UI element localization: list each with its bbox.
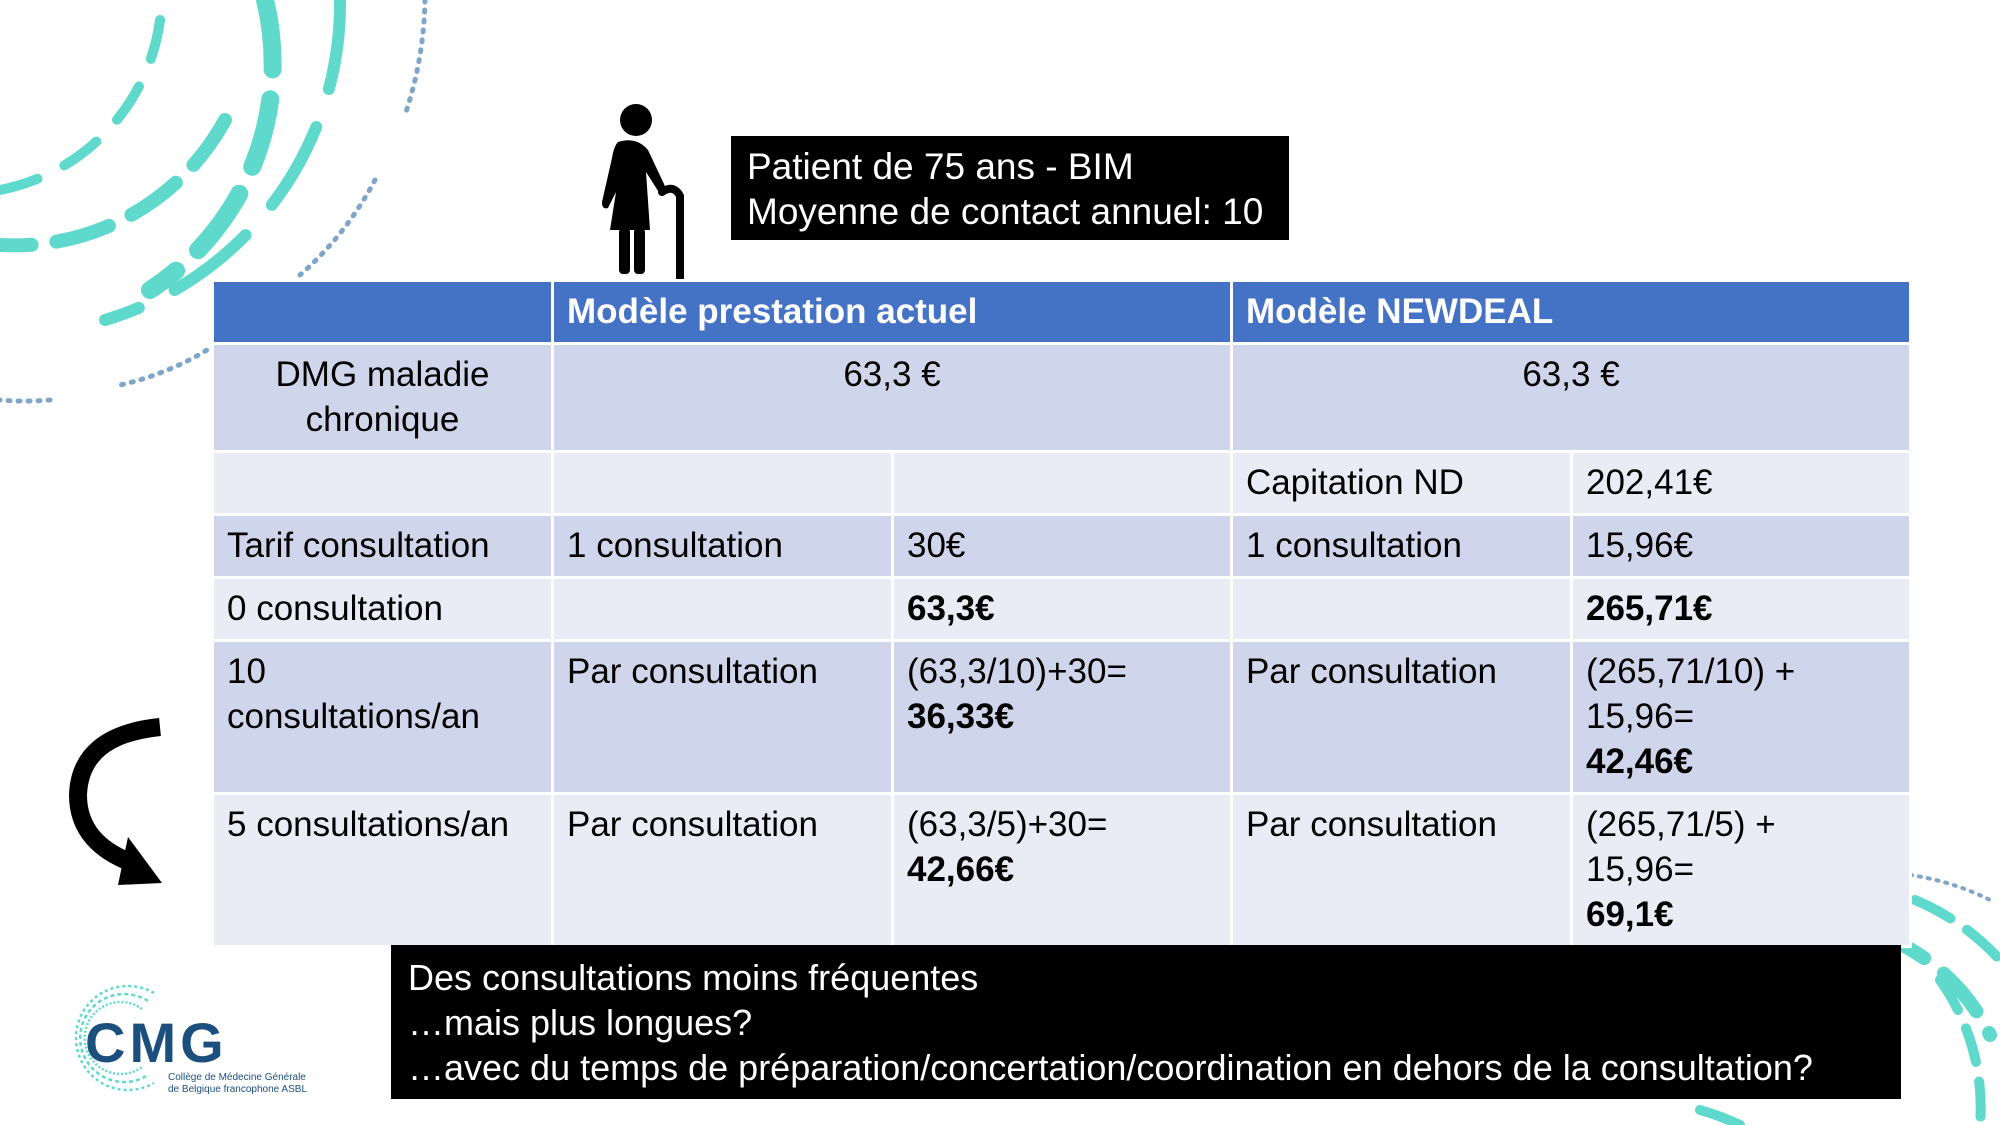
five-newdeal-unit: Par consultation <box>1232 794 1572 947</box>
tarif-newdeal-unit: 1 consultation <box>1232 515 1572 578</box>
tarif-actuel-value: 30€ <box>893 515 1232 578</box>
ten-newdeal-formula-1: (265,71/10) + <box>1586 652 1796 691</box>
five-actuel-unit: Par consultation <box>553 794 893 947</box>
five-newdeal-formula-2: 15,96= <box>1586 850 1695 889</box>
zero-actuel-bold: 63,3€ <box>907 589 995 628</box>
row-label-five: 5 consultations/an <box>213 794 553 947</box>
ten-actuel-result: 36,33€ <box>907 697 1015 736</box>
table-row-dmg <box>213 344 1911 452</box>
table-row-zero <box>213 578 1911 641</box>
capitation-empty-1 <box>213 452 553 515</box>
logo-subtitle <box>168 1072 307 1096</box>
table-row-capitation <box>213 452 1911 515</box>
patient-elderly-icon <box>572 100 692 280</box>
five-newdeal-formula-1: (265,71/5) + <box>1586 805 1776 844</box>
table-header-row <box>213 281 1911 344</box>
five-actuel-formula: (63,3/5)+30= <box>907 805 1108 844</box>
row-label-ten-line-1: 10 <box>227 652 266 691</box>
zero-newdeal-empty <box>1232 578 1572 641</box>
patient-info-line-1: Patient de 75 ans - BIM <box>747 146 1134 187</box>
logo-subtitle-1: Collège de Médecine Générale <box>168 1072 306 1083</box>
dmg-actuel-value: 63,3 € <box>553 344 1232 452</box>
row-label-zero: 0 consultation <box>213 578 553 641</box>
table-row-ten <box>213 641 1911 794</box>
capitation-empty-3 <box>893 452 1232 515</box>
zero-actuel-empty <box>553 578 893 641</box>
conclusion-line-3: …avec du temps de préparation/concertation/coordination en dehors de la consultation? <box>408 1047 1813 1088</box>
five-actuel-result: 42,66€ <box>907 850 1015 889</box>
conclusion-box <box>391 945 1901 1099</box>
ten-newdeal-result: 42,46€ <box>1586 742 1694 781</box>
comparison-table <box>211 279 1912 948</box>
capitation-empty-2 <box>553 452 893 515</box>
ten-actuel-formula: (63,3/10)+30= <box>907 652 1127 691</box>
logo-name: CMG <box>85 1011 228 1074</box>
table-row-five <box>213 794 1911 947</box>
patient-info-box <box>731 136 1289 240</box>
curved-arrow-icon <box>60 715 170 890</box>
table-row-tarif <box>213 515 1911 578</box>
header-modele-newdeal: Modèle NEWDEAL <box>1232 281 1911 344</box>
dmg-newdeal-value: 63,3 € <box>1232 344 1911 452</box>
zero-actuel-value <box>893 578 1232 641</box>
row-label-ten-line-2: consultations/an <box>227 697 480 736</box>
ten-actuel-calc <box>893 641 1232 794</box>
ten-newdeal-unit: Par consultation <box>1232 641 1572 794</box>
tarif-actuel-unit: 1 consultation <box>553 515 893 578</box>
capitation-label: Capitation ND <box>1232 452 1572 515</box>
header-modele-actuel: Modèle prestation actuel <box>553 281 1232 344</box>
five-newdeal-calc <box>1572 794 1911 947</box>
patient-info-line-2: Moyenne de contact annuel: 10 <box>747 191 1264 232</box>
tarif-newdeal-value: 15,96€ <box>1572 515 1911 578</box>
five-newdeal-result: 69,1€ <box>1586 895 1674 934</box>
row-label-tarif: Tarif consultation <box>213 515 553 578</box>
ten-actuel-unit: Par consultation <box>553 641 893 794</box>
conclusion-line-2: …mais plus longues? <box>408 1002 753 1043</box>
row-label-dmg: DMG maladie chronique <box>213 344 553 452</box>
zero-newdeal-value <box>1572 578 1911 641</box>
conclusion-line-1: Des consultations moins fréquentes <box>408 957 979 998</box>
header-empty-cell <box>213 281 553 344</box>
zero-newdeal-bold: 265,71€ <box>1586 589 1713 628</box>
ten-newdeal-calc <box>1572 641 1911 794</box>
five-actuel-calc <box>893 794 1232 947</box>
row-label-ten <box>213 641 553 794</box>
logo-subtitle-2: de Belgique francophone ASBL <box>168 1084 307 1095</box>
capitation-value: 202,41€ <box>1572 452 1911 515</box>
ten-newdeal-formula-2: 15,96= <box>1586 697 1695 736</box>
